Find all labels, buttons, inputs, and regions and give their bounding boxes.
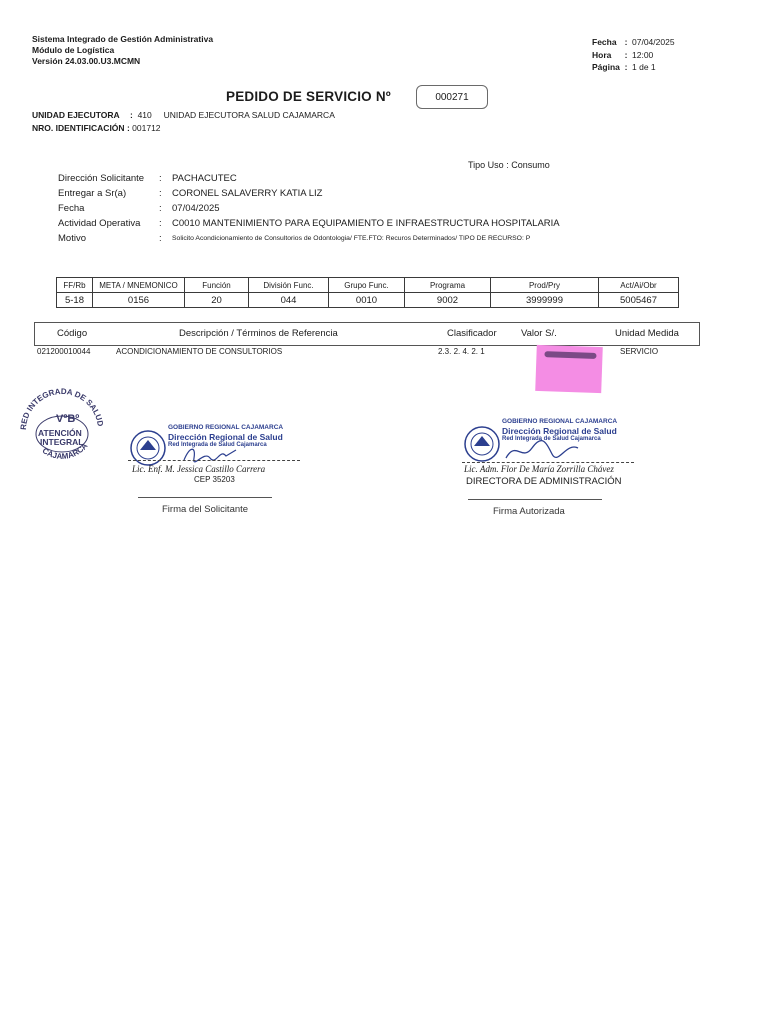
hora-label: Hora [592,49,612,60]
budget-cell: 044 [249,293,329,308]
field-value: C0010 MANTENIMIENTO PARA EQUIPAMIENTO E INFRAESTRUCTURA HOSPITALARIA [172,218,560,229]
system-header [32,34,213,67]
version-text: Versión 24.03.00.U3.MCMN [32,56,141,66]
stamp-c-cep: CEP 35203 [194,475,235,484]
stamp-c-line3: Red Integrada de Salud Cajamarca [168,442,267,448]
stamp-left-top: RED INTEGRADA DE SALUD [18,386,105,431]
col-descripcion: Descripción / Términos de Referencia [179,328,338,339]
document-title: PEDIDO DE SERVICIO Nº [226,89,391,104]
budget-cell: 5005467 [599,293,679,308]
col-valor: Valor S/. [521,328,557,339]
field-row: Motivo : Solicito Acondicionamiento de Consultorios de Odontologia/ FTE.FTO: Recuros Determinados/ TIPO DE RECURSO: P [58,233,531,244]
stamp-left-bottom: CAJAMARCA [40,441,90,462]
print-meta: Fecha : 07/04/2025 Hora : 12:00 Página : 1 de 1 [592,37,675,72]
unit-name: UNIDAD EJECUTORA SALUD CAJAMARCA [163,110,335,120]
stamp-c-line1: GOBIERNO REGIONAL CAJAMARCA [168,424,284,431]
budget-header: META / MNEMONICO [93,278,185,293]
pagina-label: Página [592,62,620,72]
budget-header: Act/Ai/Obr [599,278,679,293]
system-name: Sistema Integrado de Gestión Administrativa [32,34,214,44]
pagina-value: 1 de 1 [632,62,656,72]
item-descripcion: ACONDICIONAMIENTO DE CONSULTORIOS [116,347,283,356]
module-name: Módulo de Logística [32,45,115,55]
tipo-uso-value: Consumo [511,160,550,170]
budget-cell: 0010 [329,293,405,308]
item-unidad: SERVICIO [620,347,659,356]
budget-header: Función [185,278,249,293]
field-value: Solicito Acondicionamiento de Consultorios de Odontologia/ FTE.FTO: Recuros Determinados/ TIPO DE RECURSO: P [172,235,531,242]
field-value: PACHACUTEC [172,173,237,184]
stamp-c-line2: Dirección Regional de Salud [168,432,283,442]
budget-cell: 0156 [93,293,185,308]
field-row: Actividad Operativa : C0010 MANTENIMIENTO PARA EQUIPAMIENTO E INFRAESTRUCTURA HOSPITALARIA [58,218,560,229]
field-label: Fecha [58,203,85,214]
solicitante-stamp [128,420,308,490]
regional-seal-icon [462,424,502,464]
field-label: Dirección Solicitante [58,173,145,184]
stamp-r-line3: Red Integrada de Salud Cajamarca [502,436,601,442]
field-label: Entregar a Sr(a) [58,188,127,199]
items-header [34,322,700,346]
field-row: Dirección Solicitante : PACHACUTEC [58,173,237,184]
col-clasificador: Clasificador [447,328,497,339]
stamp-r-name: Lic. Adm. Flor De María Zorrilla Chávez [464,464,614,474]
budget-header: Prod/Pry [491,278,599,293]
visto-bueno-stamp-icon [12,380,112,470]
unit-label: UNIDAD EJECUTORA [32,110,120,120]
field-label: Actividad Operativa [58,218,141,229]
field-label: Motivo [58,233,86,244]
stamp-vb: VºBº [56,413,80,425]
budget-header: FF/Rb [57,278,93,293]
firma-solicitante: Firma del Solicitante [162,504,249,515]
stamp-r-line1: GOBIERNO REGIONAL CAJAMARCA [502,418,618,425]
stamp-center2: INTEGRAL [40,437,84,447]
id-label: NRO. IDENTIFICACIÓN [32,123,125,133]
stamp-c-name: Lic. Enf. M. Jessica Castillo Carrera [132,464,266,474]
tipo-uso-label: Tipo Uso [468,160,504,170]
budget-header: Grupo Func. [329,278,405,293]
col-codigo: Código [57,328,88,339]
item-clasificador: 2.3. 2. 4. 2. 1 [438,347,485,356]
fecha-label: Fecha [592,37,617,47]
budget-table [56,277,679,308]
stamp-center1: ATENCIÓN [38,428,82,438]
field-value: 07/04/2025 [172,203,220,214]
budget-row [57,293,679,308]
field-row: Entregar a Sr(a) : CORONEL SALAVERRY KATIA LIZ [58,188,323,199]
firma-autorizada: Firma Autorizada [493,506,565,517]
field-value: CORONEL SALAVERRY KATIA LIZ [172,188,323,199]
fecha-value: 07/04/2025 [632,37,675,47]
budget-cell: 9002 [405,293,491,308]
field-row: Fecha : 07/04/2025 [58,203,220,214]
budget-header: Programa [405,278,491,293]
autorizada-stamp [462,418,642,494]
item-codigo: 021200010044 [37,347,91,356]
highlight-patch [535,345,603,393]
budget-header-row [57,278,679,293]
budget-cell: 5-18 [57,293,93,308]
order-number: 000271 [416,85,488,109]
budget-header: División Func. [249,278,329,293]
col-unidad: Unidad Medida [615,328,679,339]
request-fields [58,171,560,246]
unit-code: 410 [137,110,152,120]
id-value: 001712 [132,123,161,133]
stamp-r-role: DIRECTORA DE ADMINISTRACIÓN [466,476,622,487]
budget-cell: 3999999 [491,293,599,308]
tipo-uso: Tipo Uso : Consumo [468,160,550,170]
unit-info: UNIDAD EJECUTORA : 410 UNIDAD EJECUTORA SALUD CAJAMARCA NRO. IDENTIFICACIÓN : 001712 [32,110,335,133]
regional-seal-icon [128,428,168,468]
stamp-r-line2: Dirección Regional de Salud [502,426,617,436]
hora-value: 12:00 [632,49,654,60]
budget-cell: 20 [185,293,249,308]
